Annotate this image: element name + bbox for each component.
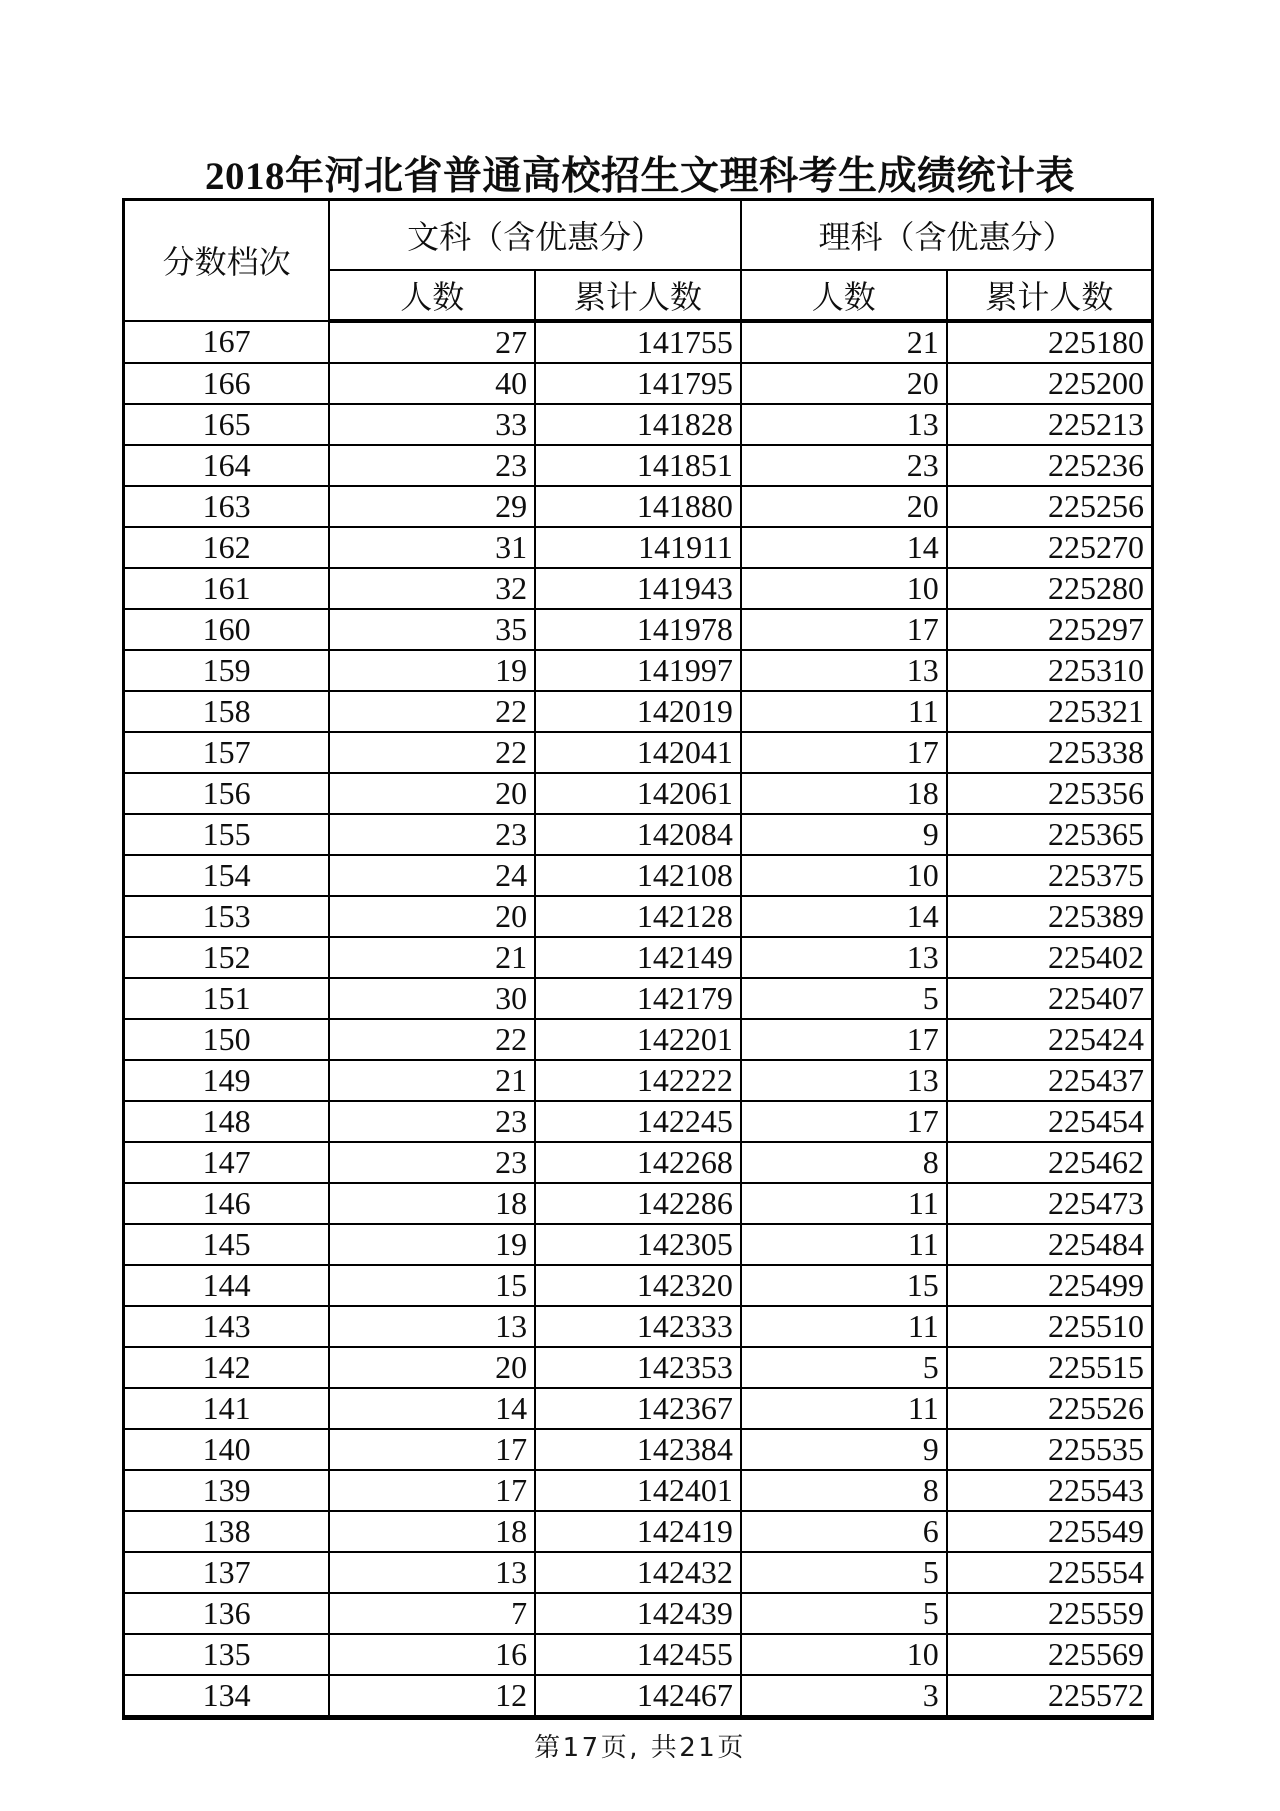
science-count-cell: 13	[741, 404, 947, 445]
header-arts-group: 文科（含优惠分）	[329, 200, 741, 270]
arts-count-cell: 13	[329, 1306, 535, 1347]
science-cumulative-cell: 225270	[947, 527, 1153, 568]
arts-cumulative-cell: 142432	[535, 1552, 741, 1593]
arts-cumulative-cell: 142353	[535, 1347, 741, 1388]
science-cumulative-cell: 225180	[947, 321, 1153, 363]
score-level-cell: 148	[124, 1101, 330, 1142]
score-level-cell: 157	[124, 732, 330, 773]
science-count-cell: 11	[741, 1224, 947, 1265]
science-count-cell: 11	[741, 1388, 947, 1429]
arts-count-cell: 35	[329, 609, 535, 650]
arts-count-cell: 7	[329, 1593, 535, 1634]
arts-cumulative-cell: 142419	[535, 1511, 741, 1552]
science-count-cell: 13	[741, 937, 947, 978]
arts-count-cell: 12	[329, 1675, 535, 1718]
arts-count-cell: 15	[329, 1265, 535, 1306]
science-cumulative-cell: 225559	[947, 1593, 1153, 1634]
table-row	[124, 445, 1153, 486]
arts-cumulative-cell: 142201	[535, 1019, 741, 1060]
arts-cumulative-cell: 142245	[535, 1101, 741, 1142]
science-count-cell: 15	[741, 1265, 947, 1306]
score-level-cell: 147	[124, 1142, 330, 1183]
arts-count-cell: 18	[329, 1183, 535, 1224]
table-row	[124, 1224, 1153, 1265]
score-level-cell: 154	[124, 855, 330, 896]
science-count-cell: 6	[741, 1511, 947, 1552]
table-row	[124, 1183, 1153, 1224]
score-level-cell: 136	[124, 1593, 330, 1634]
arts-count-cell: 27	[329, 321, 535, 363]
score-level-cell: 140	[124, 1429, 330, 1470]
arts-cumulative-cell: 142455	[535, 1634, 741, 1675]
arts-cumulative-cell: 142268	[535, 1142, 741, 1183]
arts-cumulative-cell: 142439	[535, 1593, 741, 1634]
science-cumulative-cell: 225484	[947, 1224, 1153, 1265]
table-header-group-row	[124, 200, 1153, 270]
arts-cumulative-cell: 142061	[535, 773, 741, 814]
score-level-cell: 144	[124, 1265, 330, 1306]
header-arts-count: 人数	[329, 270, 535, 321]
science-cumulative-cell: 225535	[947, 1429, 1153, 1470]
table-row	[124, 1593, 1153, 1634]
science-cumulative-cell: 225375	[947, 855, 1153, 896]
page-footer: 第17页, 共21页	[534, 1733, 746, 1763]
arts-count-cell: 22	[329, 1019, 535, 1060]
score-level-cell: 153	[124, 896, 330, 937]
science-cumulative-cell: 225407	[947, 978, 1153, 1019]
science-cumulative-cell: 225424	[947, 1019, 1153, 1060]
score-level-cell: 151	[124, 978, 330, 1019]
science-cumulative-cell: 225473	[947, 1183, 1153, 1224]
score-level-cell: 166	[124, 363, 330, 404]
science-count-cell: 14	[741, 896, 947, 937]
science-cumulative-cell: 225256	[947, 486, 1153, 527]
score-level-cell: 164	[124, 445, 330, 486]
science-cumulative-cell: 225549	[947, 1511, 1153, 1552]
arts-cumulative-cell: 142149	[535, 937, 741, 978]
table-row	[124, 1265, 1153, 1306]
science-count-cell: 14	[741, 527, 947, 568]
score-level-cell: 135	[124, 1634, 330, 1675]
science-count-cell: 17	[741, 732, 947, 773]
science-cumulative-cell: 225280	[947, 568, 1153, 609]
science-count-cell: 18	[741, 773, 947, 814]
table-row	[124, 1552, 1153, 1593]
arts-count-cell: 31	[329, 527, 535, 568]
score-level-cell: 162	[124, 527, 330, 568]
arts-cumulative-cell: 142222	[535, 1060, 741, 1101]
table-row	[124, 1634, 1153, 1675]
arts-cumulative-cell: 142384	[535, 1429, 741, 1470]
header-science-count: 人数	[741, 270, 947, 321]
table-row	[124, 486, 1153, 527]
arts-cumulative-cell: 142401	[535, 1470, 741, 1511]
score-level-cell: 161	[124, 568, 330, 609]
table-row	[124, 1470, 1153, 1511]
score-level-cell: 167	[124, 321, 330, 363]
table-row	[124, 814, 1153, 855]
arts-cumulative-cell: 141851	[535, 445, 741, 486]
science-cumulative-cell: 225454	[947, 1101, 1153, 1142]
arts-cumulative-cell: 142467	[535, 1675, 741, 1718]
score-level-cell: 150	[124, 1019, 330, 1060]
arts-count-cell: 17	[329, 1429, 535, 1470]
table-row	[124, 527, 1153, 568]
table-row	[124, 609, 1153, 650]
arts-cumulative-cell: 141795	[535, 363, 741, 404]
arts-count-cell: 21	[329, 1060, 535, 1101]
arts-cumulative-cell: 142320	[535, 1265, 741, 1306]
science-count-cell: 8	[741, 1142, 947, 1183]
table-row	[124, 1511, 1153, 1552]
table-header	[124, 200, 1153, 321]
science-cumulative-cell: 225402	[947, 937, 1153, 978]
science-count-cell: 17	[741, 609, 947, 650]
score-level-cell: 156	[124, 773, 330, 814]
science-cumulative-cell: 225543	[947, 1470, 1153, 1511]
arts-count-cell: 24	[329, 855, 535, 896]
arts-count-cell: 21	[329, 937, 535, 978]
arts-count-cell: 29	[329, 486, 535, 527]
header-science-group: 理科（含优惠分）	[741, 200, 1153, 270]
table-body	[124, 321, 1153, 1718]
header-score-level: 分数档次	[124, 200, 330, 321]
score-level-cell: 141	[124, 1388, 330, 1429]
table-row	[124, 1019, 1153, 1060]
arts-cumulative-cell: 142286	[535, 1183, 741, 1224]
score-level-cell: 142	[124, 1347, 330, 1388]
science-count-cell: 5	[741, 1347, 947, 1388]
score-level-cell: 165	[124, 404, 330, 445]
arts-cumulative-cell: 141911	[535, 527, 741, 568]
table-row	[124, 363, 1153, 404]
arts-cumulative-cell: 141880	[535, 486, 741, 527]
arts-count-cell: 23	[329, 814, 535, 855]
arts-count-cell: 19	[329, 1224, 535, 1265]
science-cumulative-cell: 225310	[947, 650, 1153, 691]
arts-count-cell: 40	[329, 363, 535, 404]
science-cumulative-cell: 225462	[947, 1142, 1153, 1183]
score-level-cell: 138	[124, 1511, 330, 1552]
arts-count-cell: 18	[329, 1511, 535, 1552]
science-count-cell: 20	[741, 363, 947, 404]
arts-cumulative-cell: 142084	[535, 814, 741, 855]
arts-count-cell: 30	[329, 978, 535, 1019]
table-row	[124, 1675, 1153, 1718]
arts-cumulative-cell: 142128	[535, 896, 741, 937]
science-count-cell: 23	[741, 445, 947, 486]
table-row	[124, 1388, 1153, 1429]
score-level-cell: 163	[124, 486, 330, 527]
arts-count-cell: 17	[329, 1470, 535, 1511]
science-cumulative-cell: 225213	[947, 404, 1153, 445]
arts-count-cell: 20	[329, 773, 535, 814]
score-statistics-table	[122, 198, 1154, 1720]
science-count-cell: 11	[741, 691, 947, 732]
science-cumulative-cell: 225338	[947, 732, 1153, 773]
table-row	[124, 937, 1153, 978]
table-row	[124, 1060, 1153, 1101]
science-count-cell: 10	[741, 1634, 947, 1675]
science-count-cell: 5	[741, 978, 947, 1019]
table-row	[124, 732, 1153, 773]
page-title: 2018年河北省普通高校招生文理科考生成绩统计表	[204, 155, 1075, 199]
arts-count-cell: 16	[329, 1634, 535, 1675]
science-count-cell: 20	[741, 486, 947, 527]
science-count-cell: 17	[741, 1019, 947, 1060]
arts-count-cell: 20	[329, 896, 535, 937]
table-row	[124, 321, 1153, 363]
arts-count-cell: 13	[329, 1552, 535, 1593]
science-cumulative-cell: 225365	[947, 814, 1153, 855]
science-cumulative-cell: 225515	[947, 1347, 1153, 1388]
science-count-cell: 9	[741, 1429, 947, 1470]
science-count-cell: 5	[741, 1552, 947, 1593]
arts-cumulative-cell: 141755	[535, 321, 741, 363]
science-cumulative-cell: 225200	[947, 363, 1153, 404]
science-count-cell: 10	[741, 855, 947, 896]
score-level-cell: 159	[124, 650, 330, 691]
science-count-cell: 8	[741, 1470, 947, 1511]
arts-cumulative-cell: 142333	[535, 1306, 741, 1347]
arts-count-cell: 22	[329, 691, 535, 732]
arts-cumulative-cell: 142108	[535, 855, 741, 896]
header-arts-cumulative: 累计人数	[535, 270, 741, 321]
science-cumulative-cell: 225389	[947, 896, 1153, 937]
arts-count-cell: 23	[329, 1101, 535, 1142]
science-cumulative-cell: 225572	[947, 1675, 1153, 1718]
table-row	[124, 896, 1153, 937]
science-count-cell: 11	[741, 1183, 947, 1224]
arts-count-cell: 14	[329, 1388, 535, 1429]
arts-count-cell: 20	[329, 1347, 535, 1388]
score-level-cell: 152	[124, 937, 330, 978]
score-level-cell: 137	[124, 1552, 330, 1593]
science-count-cell: 9	[741, 814, 947, 855]
score-level-cell: 145	[124, 1224, 330, 1265]
science-count-cell: 13	[741, 650, 947, 691]
table-row	[124, 404, 1153, 445]
arts-cumulative-cell: 141997	[535, 650, 741, 691]
science-count-cell: 11	[741, 1306, 947, 1347]
table-row	[124, 773, 1153, 814]
science-cumulative-cell: 225554	[947, 1552, 1153, 1593]
table-row	[124, 855, 1153, 896]
science-cumulative-cell: 225499	[947, 1265, 1153, 1306]
arts-cumulative-cell: 142305	[535, 1224, 741, 1265]
science-count-cell: 13	[741, 1060, 947, 1101]
arts-count-cell: 33	[329, 404, 535, 445]
science-count-cell: 3	[741, 1675, 947, 1718]
science-count-cell: 5	[741, 1593, 947, 1634]
header-science-cumulative: 累计人数	[947, 270, 1153, 321]
score-level-cell: 146	[124, 1183, 330, 1224]
table-row	[124, 1306, 1153, 1347]
science-cumulative-cell: 225297	[947, 609, 1153, 650]
arts-count-cell: 19	[329, 650, 535, 691]
table-row	[124, 1429, 1153, 1470]
arts-cumulative-cell: 142041	[535, 732, 741, 773]
score-level-cell: 134	[124, 1675, 330, 1718]
table-row	[124, 568, 1153, 609]
score-level-cell: 143	[124, 1306, 330, 1347]
score-level-cell: 160	[124, 609, 330, 650]
table-row	[124, 1347, 1153, 1388]
arts-cumulative-cell: 142179	[535, 978, 741, 1019]
arts-count-cell: 23	[329, 445, 535, 486]
score-level-cell: 139	[124, 1470, 330, 1511]
arts-count-cell: 32	[329, 568, 535, 609]
arts-cumulative-cell: 141978	[535, 609, 741, 650]
science-cumulative-cell: 225569	[947, 1634, 1153, 1675]
table-row	[124, 650, 1153, 691]
score-level-cell: 149	[124, 1060, 330, 1101]
science-cumulative-cell: 225356	[947, 773, 1153, 814]
arts-cumulative-cell: 141943	[535, 568, 741, 609]
arts-cumulative-cell: 141828	[535, 404, 741, 445]
science-cumulative-cell: 225510	[947, 1306, 1153, 1347]
score-level-cell: 158	[124, 691, 330, 732]
science-cumulative-cell: 225437	[947, 1060, 1153, 1101]
science-cumulative-cell: 225526	[947, 1388, 1153, 1429]
table-row	[124, 1101, 1153, 1142]
table-row	[124, 978, 1153, 1019]
science-cumulative-cell: 225321	[947, 691, 1153, 732]
arts-cumulative-cell: 142367	[535, 1388, 741, 1429]
table-row	[124, 1142, 1153, 1183]
science-count-cell: 10	[741, 568, 947, 609]
table-row	[124, 691, 1153, 732]
arts-count-cell: 23	[329, 1142, 535, 1183]
arts-count-cell: 22	[329, 732, 535, 773]
arts-cumulative-cell: 142019	[535, 691, 741, 732]
science-cumulative-cell: 225236	[947, 445, 1153, 486]
score-level-cell: 155	[124, 814, 330, 855]
science-count-cell: 17	[741, 1101, 947, 1142]
science-count-cell: 21	[741, 321, 947, 363]
